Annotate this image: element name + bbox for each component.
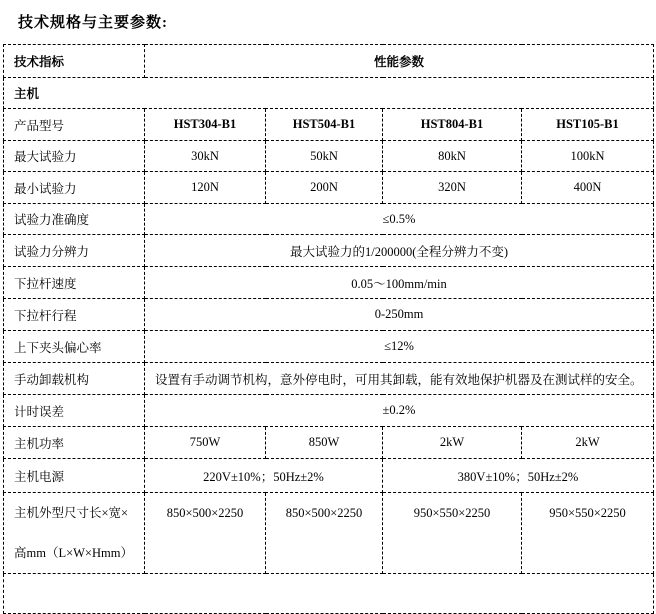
power-supply-value-12: 220V±10%；50Hz±2% [145,459,383,493]
row-resolution [4,235,654,267]
power-supply-label: 主机电源 [4,459,145,493]
timing-error-label: 计时误差 [4,395,145,427]
eccentricity-label: 上下夹头偏心率 [4,331,145,363]
min-force-value-4: 400N [522,172,654,204]
min-force-value-1: 120N [145,172,266,204]
resolution-value: 最大试验力的1/200000(全程分辨力不变) [145,235,654,267]
dimensions-value-1: 850×500×2250 [145,493,266,574]
power-supply-value-34: 380V±10%；50Hz±2% [383,459,654,493]
row-rod-speed [4,267,654,299]
max-force-label: 最大试验力 [4,141,145,172]
rod-travel-label: 下拉杆行程 [4,299,145,331]
model-value-3: HST804-B1 [383,109,522,141]
resolution-label: 试验力分辨力 [4,235,145,267]
max-force-value-4: 100kN [522,141,654,172]
min-force-value-3: 320N [383,172,522,204]
row-manual-unload [4,363,654,395]
power-value-4: 2kW [522,427,654,459]
timing-error-value: ±0.2% [145,395,654,427]
row-timing-error [4,395,654,427]
min-force-label: 最小试验力 [4,172,145,204]
row-eccentricity [4,331,654,363]
max-force-value-1: 30kN [145,141,266,172]
row-accuracy [4,204,654,235]
dimensions-label-line1: 主机外型尺寸长×宽× [14,506,129,520]
power-value-2: 850W [266,427,383,459]
table-header-row [4,45,654,78]
dimensions-value-3: 950×550×2250 [383,493,522,574]
power-label: 主机功率 [4,427,145,459]
manual-unload-value: 设置有手动调节机构，意外停电时，可用其卸载，能有效地保护机器及在测试样的安全。 [145,363,654,395]
row-power [4,427,654,459]
section-label-cell: 主机 [4,78,654,109]
dimensions-label [4,493,145,574]
row-partial-clipped [4,574,654,614]
model-value-4: HST105-B1 [522,109,654,141]
model-value-1: HST304-B1 [145,109,266,141]
model-label: 产品型号 [4,109,145,141]
header-performance-cell: 性能参数 [145,45,654,78]
rod-speed-value: 0.05～100mm/min [145,267,654,299]
row-power-supply [4,459,654,493]
partial-empty-cell [4,574,654,614]
power-value-3: 2kW [383,427,522,459]
spec-table [3,44,654,614]
manual-unload-label: 手动卸载机构 [4,363,145,395]
accuracy-value: ≤0.5% [145,204,654,235]
eccentricity-value: ≤12% [145,331,654,363]
section-row [4,78,654,109]
max-force-value-3: 80kN [383,141,522,172]
power-value-1: 750W [145,427,266,459]
page-title: 技术规格与主要参数: [18,15,168,31]
row-model [4,109,654,141]
rod-speed-label: 下拉杆速度 [4,267,145,299]
row-dimensions [4,493,654,574]
rod-travel-value: 0-250mm [145,299,654,331]
dimensions-value-4: 950×550×2250 [522,493,654,574]
row-rod-travel [4,299,654,331]
dimensions-value-2: 850×500×2250 [266,493,383,574]
accuracy-label: 试验力准确度 [4,204,145,235]
max-force-value-2: 50kN [266,141,383,172]
row-min-force [4,172,654,204]
header-indicator-cell: 技术指标 [4,45,145,78]
model-value-2: HST504-B1 [266,109,383,141]
dimensions-label-line2: 高mm（L×W×Hmm） [14,546,133,560]
min-force-value-2: 200N [266,172,383,204]
row-max-force [4,141,654,172]
